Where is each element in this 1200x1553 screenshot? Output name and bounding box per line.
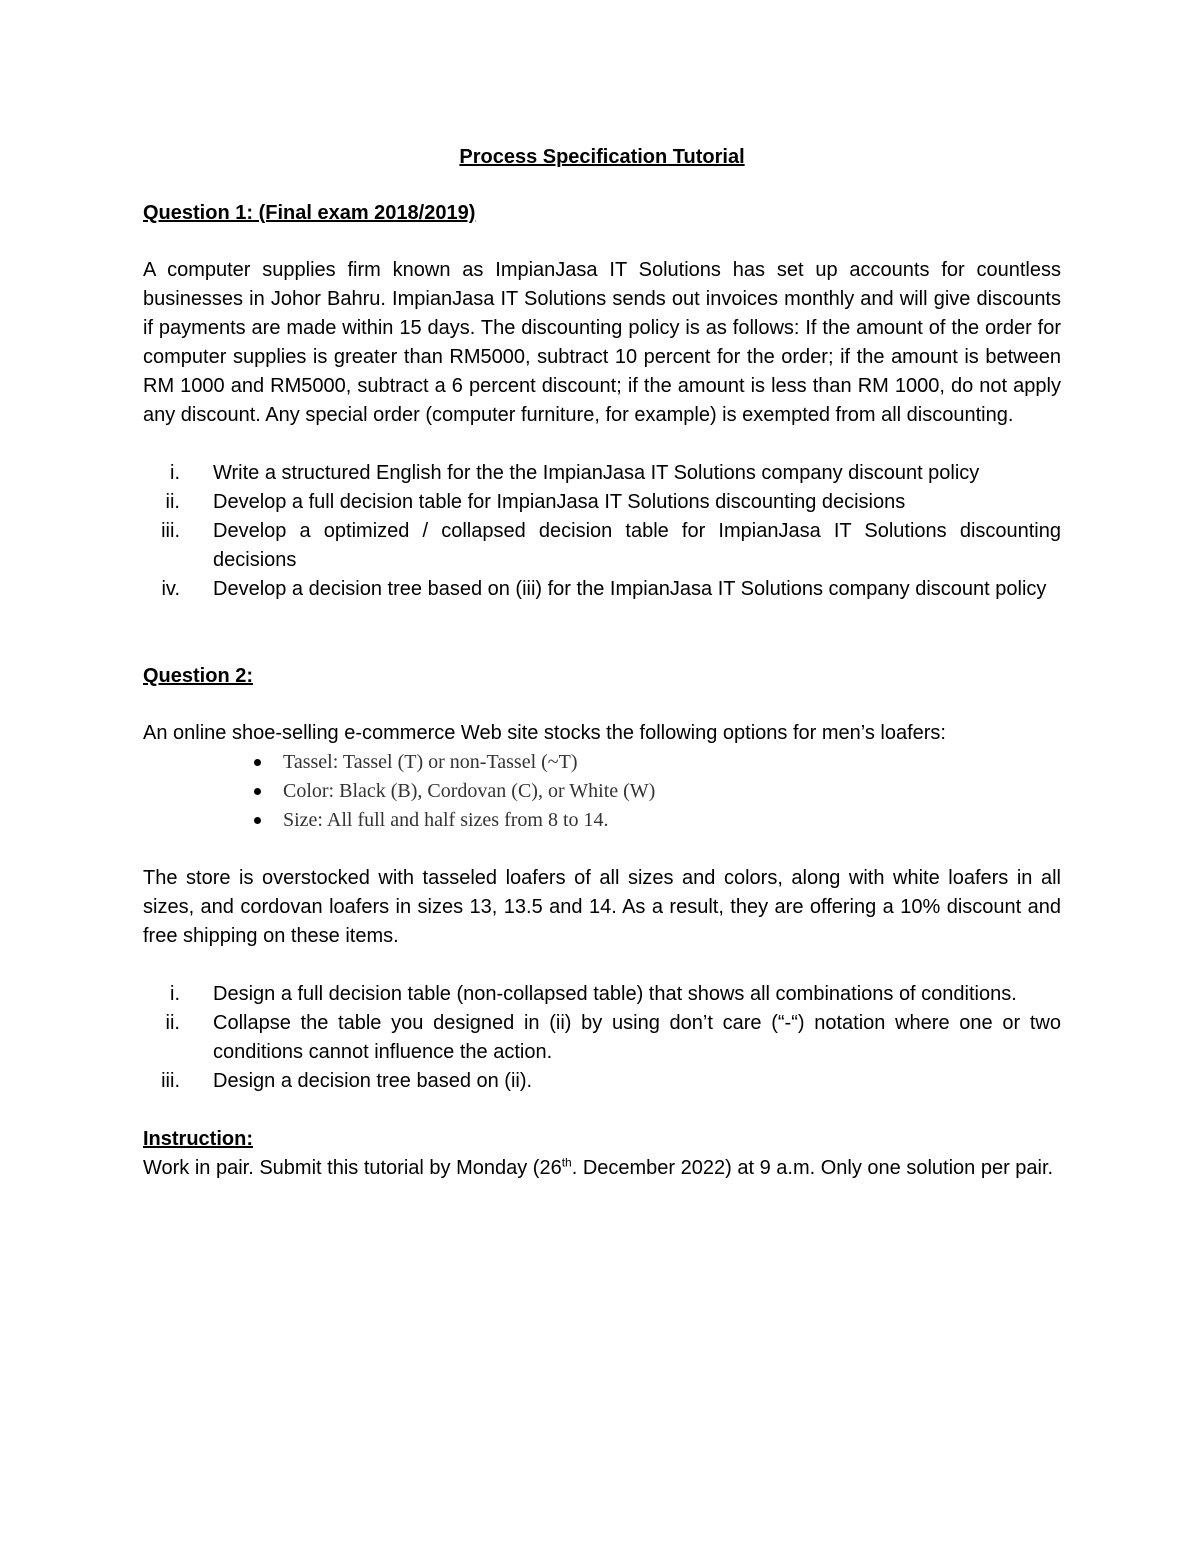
item-number: i.	[170, 983, 180, 1005]
item-number: i.	[170, 462, 180, 484]
item-text: Write a structured English for the the ImpianJasa IT Solutions company discount policy	[213, 462, 980, 484]
bullet-item	[143, 748, 1061, 777]
question-2-item	[143, 1009, 1061, 1067]
item-text: Collapse the table you designed in (ii) by using don’t care (“-“) notation where one or two conditions cannot influence the action.	[213, 1012, 1061, 1063]
instruction-text-after: . December 2022) at 9 a.m. Only one solution per pair.	[571, 1157, 1054, 1179]
instruction-superscript: th	[561, 1155, 572, 1170]
question-1-item	[143, 517, 1061, 575]
item-number: iii.	[161, 520, 180, 542]
question-1-paragraph: A computer supplies firm known as ImpianJasa IT Solutions has set up accounts for countless businesses in Johor Bahru. ImpianJasa IT Solutions sends out invoices monthly and will give discounts if payments are made within 15 days. The discounting policy is as follows: If the amount of the order for computer supplies is greater than RM5000, subtract 10 percent for the order; if the amount is between RM 1000 and RM5000, subtract a 6 percent discount; if the amount is less than RM 1000, do not apply any discount. Any special order (computer furniture, for example) is exempted from all discounting.	[143, 259, 1061, 426]
bullet-item	[143, 806, 1061, 835]
question-2-paragraph: The store is overstocked with tasseled loafers of all sizes and colors, along with white loafers in all sizes, and cordovan loafers in sizes 13, 13.5 and 14. As a result, they are offering a 10% discount and free shipping on these items.	[143, 867, 1061, 947]
bullet-text: Color: Black (B), Cordovan (C), or White (W)	[283, 780, 656, 802]
instruction-heading: Instruction:	[143, 1128, 253, 1150]
bullet-dot-icon	[254, 759, 261, 766]
question-2-intro: An online shoe-selling e-commerce Web site stocks the following options for men’s loafers:	[143, 722, 946, 744]
question-2-bullet-list	[143, 748, 1061, 835]
page-title: Process Specification Tutorial	[459, 146, 745, 168]
instruction-text-before: Work in pair. Submit this tutorial by Monday (26	[143, 1157, 562, 1179]
item-number: iv.	[161, 578, 180, 600]
question-1-item	[143, 459, 1061, 488]
question-2-item	[143, 1067, 1061, 1096]
document-content	[143, 143, 1061, 1183]
instruction-text	[143, 1154, 1061, 1183]
item-text: Develop a full decision table for ImpianJasa IT Solutions discounting decisions	[213, 491, 906, 513]
question-1-item	[143, 488, 1061, 517]
question-1-list	[143, 459, 1061, 604]
bullet-dot-icon	[254, 788, 261, 795]
question-1-heading: Question 1: (Final exam 2018/2019)	[143, 202, 476, 224]
item-text: Develop a optimized / collapsed decision table for ImpianJasa IT Solutions discounting decisions	[213, 520, 1061, 571]
item-text: Design a full decision table (non-collapsed table) that shows all combinations of conditions.	[213, 983, 1017, 1005]
question-2-heading: Question 2:	[143, 665, 254, 687]
spacer	[143, 633, 1061, 662]
bullet-text: Size: All full and half sizes from 8 to 14.	[283, 809, 609, 831]
item-number: ii.	[165, 491, 180, 513]
item-text: Design a decision tree based on (ii).	[213, 1070, 533, 1092]
question-2-list	[143, 980, 1061, 1096]
bullet-dot-icon	[254, 817, 261, 824]
item-text: Develop a decision tree based on (iii) for the ImpianJasa IT Solutions company discount policy	[213, 578, 1047, 600]
item-number: iii.	[161, 1070, 180, 1092]
question-2-item	[143, 980, 1061, 1009]
question-1-item	[143, 575, 1061, 604]
bullet-item	[143, 777, 1061, 806]
bullet-text: Tassel: Tassel (T) or non-Tassel (~T)	[283, 751, 578, 773]
item-number: ii.	[165, 1012, 180, 1034]
